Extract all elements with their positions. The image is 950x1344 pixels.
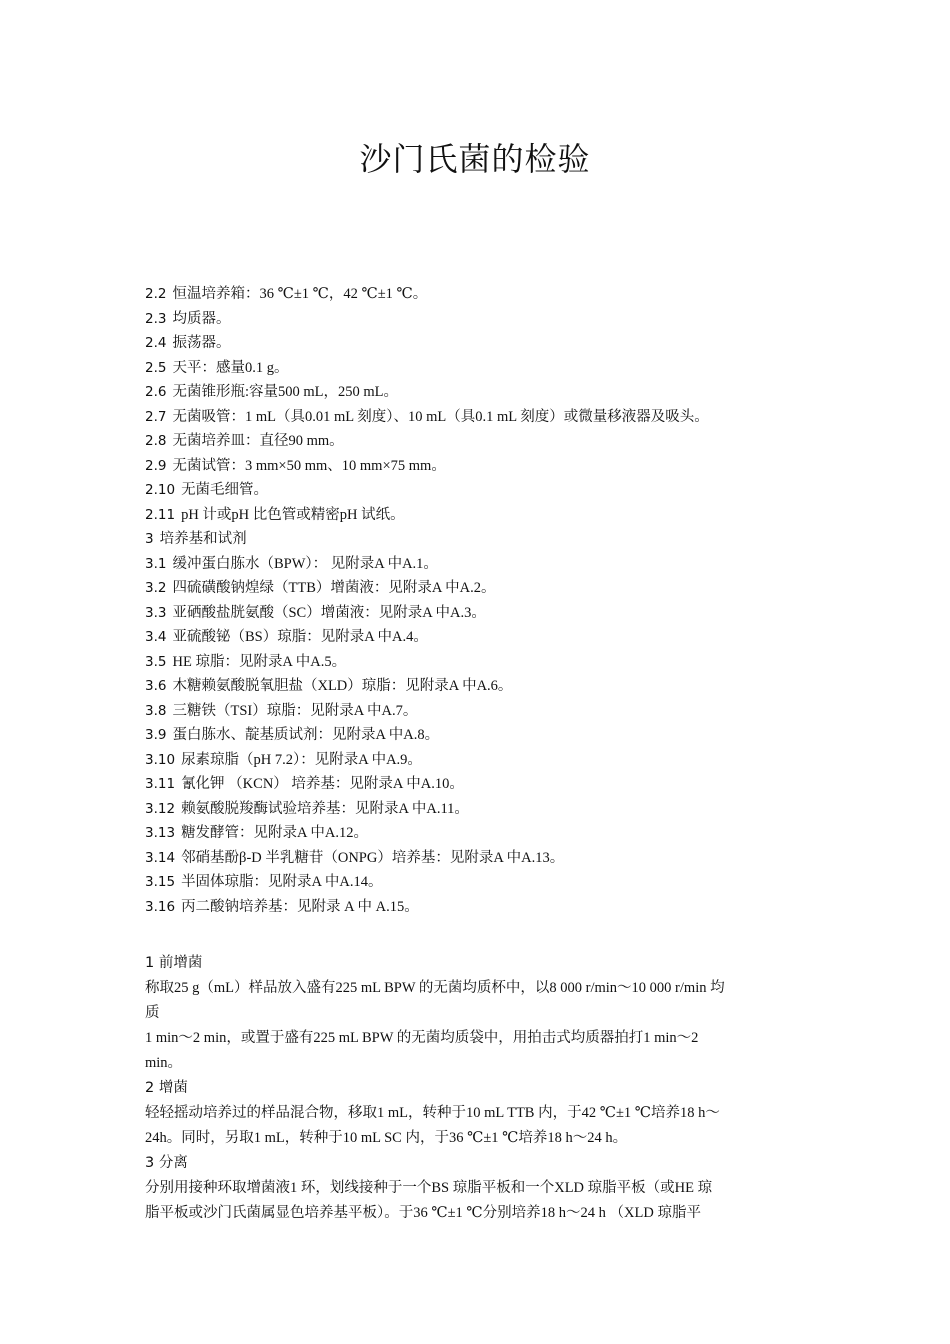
item-text: 无菌毛细管。 bbox=[181, 482, 269, 498]
item-text: 尿素琼脂（pH 7.2）：见附录A 中A.9。 bbox=[181, 751, 422, 768]
list-item bbox=[145, 527, 825, 552]
item-number: 3.8 bbox=[145, 702, 167, 719]
item-number: 3.12 bbox=[145, 800, 176, 817]
item-number: 3.14 bbox=[145, 849, 176, 866]
item-number: 3.4 bbox=[145, 629, 167, 645]
list-item bbox=[145, 870, 825, 895]
section-paragraph bbox=[145, 1101, 815, 1151]
section-paragraph bbox=[145, 976, 815, 1076]
item-number: 3.16 bbox=[145, 898, 176, 915]
item-number: 2.3 bbox=[145, 310, 167, 327]
item-number: 2.4 bbox=[145, 335, 167, 351]
item-text: HE 琼脂：见附录A 中A.5。 bbox=[172, 653, 347, 670]
list-item bbox=[145, 282, 825, 307]
paragraph-line: 轻轻摇动培养过的样品混合物，移取1 mL，转种于10 mL TTB 内，于42 ℃±1 ℃培养18 h～ bbox=[145, 1105, 720, 1121]
list-item bbox=[145, 405, 825, 430]
list-item bbox=[145, 797, 825, 822]
item-number: 3.6 bbox=[145, 678, 167, 694]
list-item bbox=[145, 331, 825, 356]
list-item bbox=[145, 552, 825, 577]
item-number: 2.10 bbox=[145, 482, 176, 498]
item-number: 2.2 bbox=[145, 286, 167, 302]
paragraph-line: 24h。同时，另取1 mL，转种于10 mL SC 内，于36 ℃±1 ℃培养18 h～24 h。 bbox=[145, 1130, 628, 1146]
list-item bbox=[145, 503, 825, 528]
item-text: 四硫磺酸钠煌绿（TTB）增菌液：见附录A 中A.2。 bbox=[172, 580, 496, 596]
section-paragraph bbox=[145, 1176, 815, 1226]
section-heading: 1 前增菌 bbox=[145, 955, 203, 971]
item-number: 3.1 bbox=[145, 555, 167, 572]
list-item bbox=[145, 772, 825, 797]
item-text: 缓冲蛋白胨水（BPW）： 见附录A 中A.1。 bbox=[172, 555, 438, 572]
paragraph-line: 质 bbox=[145, 1005, 160, 1021]
item-number: 3.3 bbox=[145, 604, 167, 621]
item-number: 3.10 bbox=[145, 751, 176, 768]
list-item bbox=[145, 625, 825, 650]
item-text: 无菌吸管：1 mL（具0.01 mL 刻度）、10 mL（具0.1 mL 刻度）或微量移液器及吸头。 bbox=[172, 408, 709, 425]
list-item bbox=[145, 650, 825, 675]
item-number: 3 bbox=[145, 531, 154, 547]
list-item bbox=[145, 576, 825, 601]
item-number: 3.2 bbox=[145, 580, 167, 596]
item-number: 3.9 bbox=[145, 727, 167, 743]
item-number: 2.5 bbox=[145, 359, 167, 376]
paragraph-line: min。 bbox=[145, 1055, 183, 1071]
item-number: 2.8 bbox=[145, 433, 167, 449]
item-text: 蛋白胨水、靛基质试剂：见附录A 中A.8。 bbox=[172, 727, 440, 743]
item-text: 无菌培养皿：直径90 mm。 bbox=[172, 433, 344, 449]
item-number: 3.5 bbox=[145, 653, 167, 670]
item-text: 邻硝基酚β-D 半乳糖苷（ONPG）培养基：见附录A 中A.13。 bbox=[181, 849, 565, 866]
item-text: 氰化钾 （KCN） 培养基：见附录A 中A.10。 bbox=[181, 776, 464, 792]
list-item bbox=[145, 723, 825, 748]
list-item bbox=[145, 429, 825, 454]
item-text: 亚硫酸铋（BS）琼脂：见附录A 中A.4。 bbox=[172, 629, 428, 645]
list-item bbox=[145, 748, 825, 773]
item-number: 3.11 bbox=[145, 776, 176, 792]
item-text: pH 计或pH 比色管或精密pH 试纸。 bbox=[181, 506, 405, 523]
paragraph-line: 1 min～2 min，或置于盛有225 mL BPW 的无菌均质袋中，用拍击式均质器拍打1 min～2 bbox=[145, 1030, 699, 1046]
item-number: 2.7 bbox=[145, 408, 167, 425]
item-text: 无菌锥形瓶:容量500 mL，250 mL。 bbox=[172, 384, 399, 400]
item-text: 无菌试管：3 mm×50 mm、10 mm×75 mm。 bbox=[172, 457, 446, 474]
list-item bbox=[145, 356, 825, 381]
section-heading: 3 分离 bbox=[145, 1155, 188, 1171]
item-text: 丙二酸钠培养基：见附录 A 中 A.15。 bbox=[181, 898, 419, 915]
item-number: 2.6 bbox=[145, 384, 167, 400]
item-number: 2.11 bbox=[145, 506, 176, 523]
item-text: 赖氨酸脱羧酶试验培养基：见附录A 中A.11。 bbox=[181, 800, 469, 817]
item-text: 均质器。 bbox=[172, 310, 231, 327]
item-text: 天平：感量0.1 g。 bbox=[172, 359, 289, 376]
item-text: 恒温培养箱：36 ℃±1 ℃，42 ℃±1 ℃。 bbox=[172, 286, 428, 302]
list-item bbox=[145, 478, 825, 503]
procedure-sections bbox=[145, 951, 815, 1226]
list-item bbox=[145, 307, 825, 332]
item-number: 3.15 bbox=[145, 874, 176, 890]
item-text: 木糖赖氨酸脱氧胆盐（XLD）琼脂：见附录A 中A.6。 bbox=[172, 678, 513, 694]
item-text: 糖发酵管：见附录A 中A.12。 bbox=[181, 825, 368, 841]
list-item bbox=[145, 895, 825, 920]
paragraph-line: 称取25 g（mL）样品放入盛有225 mL BPW 的无菌均质杯中，以8 000 r/min～10 000 r/min 均 bbox=[145, 980, 725, 996]
item-text: 亚硒酸盐胱氨酸（SC）增菌液：见附录A 中A.3。 bbox=[172, 604, 486, 621]
list-item bbox=[145, 674, 825, 699]
section-heading: 2 增菌 bbox=[145, 1080, 188, 1096]
item-text: 半固体琼脂：见附录A 中A.14。 bbox=[181, 874, 383, 890]
list-item bbox=[145, 846, 825, 871]
list-item bbox=[145, 699, 825, 724]
item-number: 2.9 bbox=[145, 457, 167, 474]
list-item bbox=[145, 454, 825, 479]
paragraph-line: 分别用接种环取增菌液1 环，划线接种于一个BS 琼脂平板和一个XLD 琼脂平板（或HE 琼 bbox=[145, 1180, 713, 1196]
equipment-reagent-list bbox=[145, 282, 825, 919]
item-text: 三糖铁（TSI）琼脂：见附录A 中A.7。 bbox=[172, 702, 418, 719]
item-text: 培养基和试剂 bbox=[159, 531, 247, 547]
list-item bbox=[145, 821, 825, 846]
paragraph-line: 脂平板或沙门氏菌属显色培养基平板）。于36 ℃±1 ℃分别培养18 h～24 h （XLD 琼脂平 bbox=[145, 1205, 701, 1221]
list-item bbox=[145, 601, 825, 626]
item-number: 3.13 bbox=[145, 825, 176, 841]
document-title: 沙门氏菌的检验 bbox=[359, 140, 591, 178]
item-text: 振荡器。 bbox=[172, 335, 231, 351]
list-item bbox=[145, 380, 825, 405]
